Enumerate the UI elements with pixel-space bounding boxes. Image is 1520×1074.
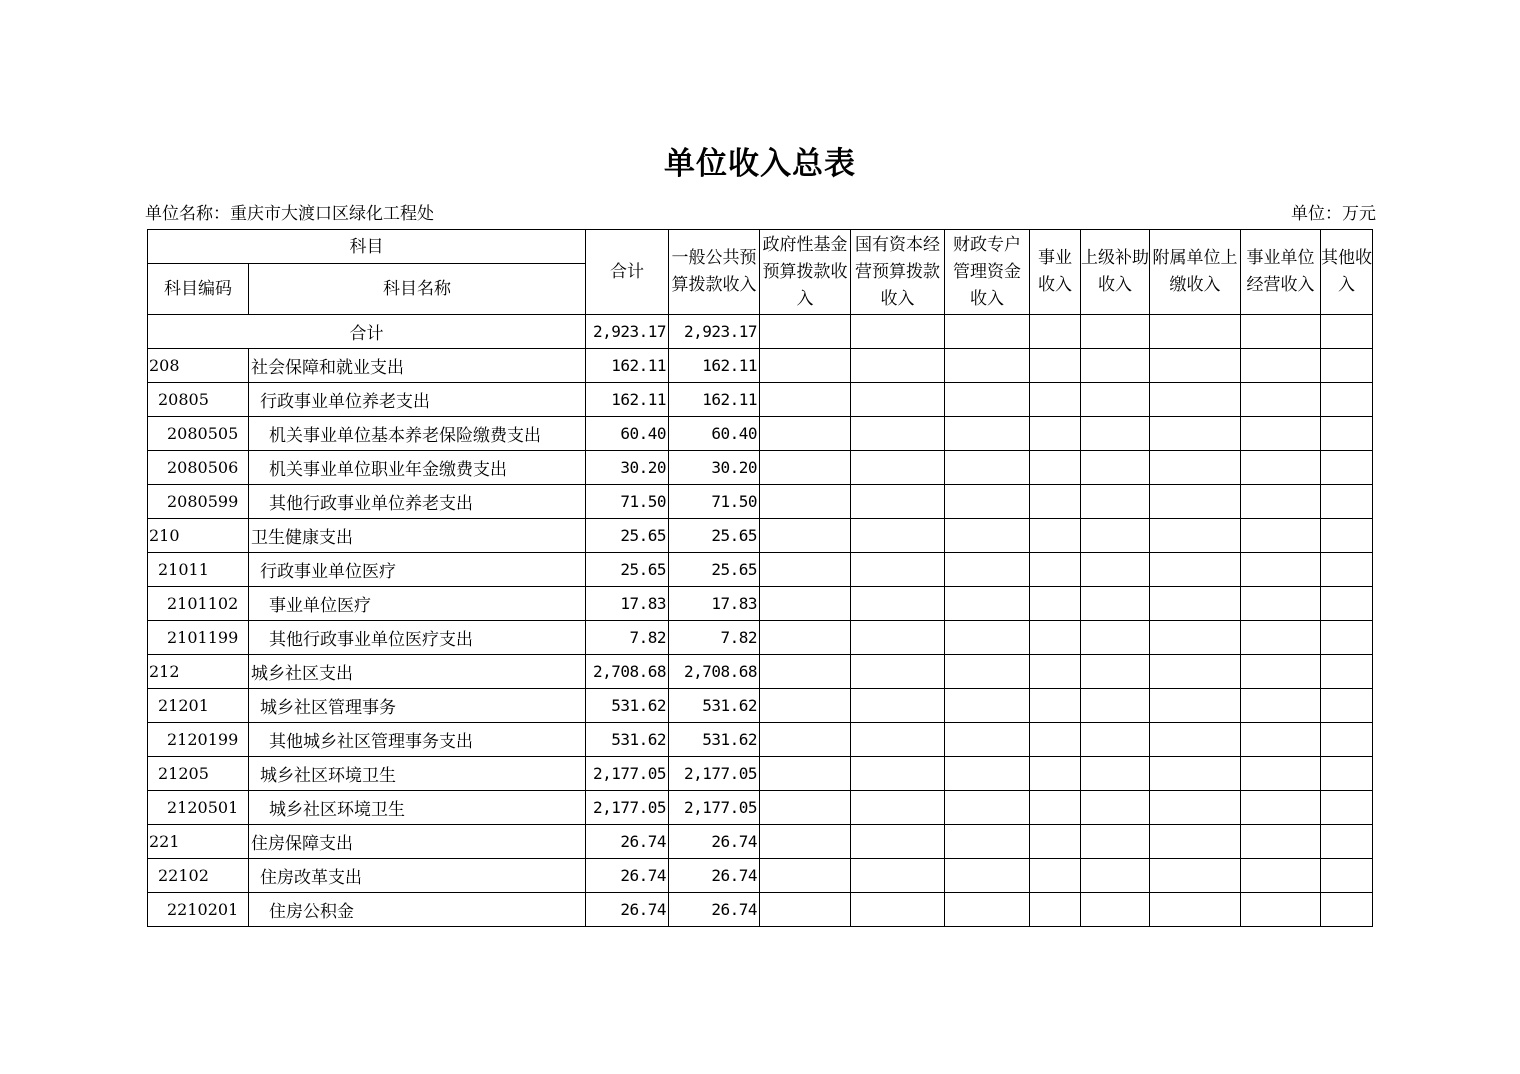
empty-cell xyxy=(760,485,851,519)
empty-cell xyxy=(851,893,945,927)
table-row xyxy=(148,349,1373,383)
empty-cell xyxy=(851,519,945,553)
row-total: 26.74 xyxy=(586,893,669,927)
empty-cell xyxy=(1321,519,1373,553)
empty-cell xyxy=(760,689,851,723)
row-total: 162.11 xyxy=(586,349,669,383)
subject-code: 2120501 xyxy=(148,791,249,825)
empty-cell xyxy=(1150,859,1241,893)
header-code: 科目编码 xyxy=(148,264,249,315)
empty-cell xyxy=(851,825,945,859)
empty-cell xyxy=(1150,485,1241,519)
empty-cell xyxy=(1321,621,1373,655)
row-general-budget: 531.62 xyxy=(669,723,760,757)
empty-cell xyxy=(1321,587,1373,621)
empty-cell xyxy=(1241,825,1321,859)
empty-cell xyxy=(760,723,851,757)
header-total: 合计 xyxy=(586,230,669,315)
row-total: 2,177.05 xyxy=(586,791,669,825)
subject-name: 行政事业单位医疗 xyxy=(249,553,586,587)
row-total: 162.11 xyxy=(586,383,669,417)
empty-cell xyxy=(945,689,1030,723)
empty-cell xyxy=(851,621,945,655)
empty-cell xyxy=(851,723,945,757)
table-row xyxy=(148,723,1373,757)
empty-cell xyxy=(1081,689,1150,723)
empty-cell xyxy=(1241,893,1321,927)
row-total: 531.62 xyxy=(586,689,669,723)
row-general-budget: 162.11 xyxy=(669,383,760,417)
header-subject: 科目 xyxy=(148,230,586,264)
empty-cell xyxy=(851,859,945,893)
empty-cell xyxy=(760,451,851,485)
empty-cell xyxy=(760,859,851,893)
empty-cell xyxy=(1081,349,1150,383)
table-row xyxy=(148,655,1373,689)
header-general-budget: 一般公共预算拨款收入 xyxy=(669,230,760,315)
empty-cell xyxy=(1030,893,1081,927)
table-row xyxy=(148,485,1373,519)
empty-cell xyxy=(1321,859,1373,893)
empty-cell xyxy=(1241,519,1321,553)
empty-cell xyxy=(945,349,1030,383)
header-name: 科目名称 xyxy=(249,264,586,315)
subject-code: 21205 xyxy=(148,757,249,791)
subject-code: 20805 xyxy=(148,383,249,417)
subject-code: 221 xyxy=(148,825,249,859)
row-total: 25.65 xyxy=(586,519,669,553)
empty-cell xyxy=(1030,757,1081,791)
empty-cell xyxy=(851,553,945,587)
empty-cell xyxy=(760,519,851,553)
empty-cell xyxy=(1321,655,1373,689)
table-row xyxy=(148,621,1373,655)
empty-cell xyxy=(1150,519,1241,553)
subject-code: 2080505 xyxy=(148,417,249,451)
row-general-budget: 26.74 xyxy=(669,859,760,893)
empty-cell xyxy=(1030,689,1081,723)
header-superior-subsidy: 上级补助收入 xyxy=(1081,230,1150,315)
empty-cell xyxy=(1030,485,1081,519)
row-general-budget: 162.11 xyxy=(669,349,760,383)
subject-name: 城乡社区环境卫生 xyxy=(249,791,586,825)
table-row xyxy=(148,587,1373,621)
empty-cell xyxy=(1030,723,1081,757)
empty-cell xyxy=(1030,349,1081,383)
empty-cell xyxy=(1321,417,1373,451)
row-total: 26.74 xyxy=(586,859,669,893)
table-row xyxy=(148,893,1373,927)
subject-name: 行政事业单位养老支出 xyxy=(249,383,586,417)
row-total: 7.82 xyxy=(586,621,669,655)
empty-cell xyxy=(1241,859,1321,893)
empty-cell xyxy=(1241,723,1321,757)
row-general-budget: 25.65 xyxy=(669,553,760,587)
subject-name: 住房保障支出 xyxy=(249,825,586,859)
row-general-budget: 2,708.68 xyxy=(669,655,760,689)
empty-cell xyxy=(1150,655,1241,689)
empty-cell xyxy=(945,791,1030,825)
subject-code: 212 xyxy=(148,655,249,689)
empty-cell xyxy=(1321,349,1373,383)
empty-cell xyxy=(1030,587,1081,621)
subject-name: 住房改革支出 xyxy=(249,859,586,893)
row-general-budget: 71.50 xyxy=(669,485,760,519)
table-row xyxy=(148,689,1373,723)
subject-name: 住房公积金 xyxy=(249,893,586,927)
table-row-total xyxy=(148,315,1373,349)
subject-name: 机关事业单位职业年金缴费支出 xyxy=(249,451,586,485)
empty-cell xyxy=(1321,723,1373,757)
empty-cell xyxy=(1150,757,1241,791)
empty-cell xyxy=(1150,587,1241,621)
empty-cell xyxy=(1150,621,1241,655)
header-business-income: 事业收入 xyxy=(1030,230,1081,315)
empty-cell xyxy=(1030,519,1081,553)
table-row xyxy=(148,417,1373,451)
empty-cell xyxy=(851,791,945,825)
row-total: 17.83 xyxy=(586,587,669,621)
total-label: 合计 xyxy=(148,315,586,349)
empty-cell xyxy=(1321,383,1373,417)
table-row xyxy=(148,859,1373,893)
header-other: 其他收入 xyxy=(1321,230,1373,315)
empty-cell xyxy=(1150,349,1241,383)
table-row xyxy=(148,553,1373,587)
subject-name: 城乡社区环境卫生 xyxy=(249,757,586,791)
empty-cell xyxy=(1081,587,1150,621)
subject-name: 机关事业单位基本养老保险缴费支出 xyxy=(249,417,586,451)
empty-cell xyxy=(1241,587,1321,621)
empty-cell xyxy=(1030,451,1081,485)
subject-code: 208 xyxy=(148,349,249,383)
subject-name: 事业单位医疗 xyxy=(249,587,586,621)
empty-cell xyxy=(1241,689,1321,723)
empty-cell xyxy=(945,621,1030,655)
header-gov-fund: 政府性基金预算拨款收入 xyxy=(760,230,851,315)
subject-name: 其他行政事业单位医疗支出 xyxy=(249,621,586,655)
table-row xyxy=(148,451,1373,485)
header-fiscal-special: 财政专户管理资金收入 xyxy=(945,230,1030,315)
empty-cell xyxy=(1150,723,1241,757)
subject-code: 2080599 xyxy=(148,485,249,519)
empty-cell xyxy=(851,417,945,451)
empty-cell xyxy=(945,485,1030,519)
empty-cell xyxy=(760,825,851,859)
empty-cell xyxy=(851,689,945,723)
total-sum: 2,923.17 xyxy=(586,315,669,349)
row-total: 30.20 xyxy=(586,451,669,485)
empty-cell xyxy=(1030,859,1081,893)
empty-cell xyxy=(1321,485,1373,519)
subject-name: 其他行政事业单位养老支出 xyxy=(249,485,586,519)
empty-cell xyxy=(1081,757,1150,791)
empty-cell xyxy=(945,893,1030,927)
currency-unit-label: 单位：万元 xyxy=(1291,204,1376,224)
empty-cell xyxy=(1241,655,1321,689)
empty-cell xyxy=(760,383,851,417)
empty-cell xyxy=(945,417,1030,451)
table-row xyxy=(148,825,1373,859)
empty-cell xyxy=(760,893,851,927)
empty-cell xyxy=(1321,791,1373,825)
empty-cell xyxy=(851,655,945,689)
empty-cell xyxy=(1030,791,1081,825)
empty-cell xyxy=(945,587,1030,621)
row-general-budget: 17.83 xyxy=(669,587,760,621)
empty-cell xyxy=(1241,553,1321,587)
unit-name-label: 单位名称：重庆市大渡口区绿化工程处 xyxy=(145,204,434,224)
empty-cell xyxy=(851,349,945,383)
row-total: 60.40 xyxy=(586,417,669,451)
subject-name: 其他城乡社区管理事务支出 xyxy=(249,723,586,757)
empty-cell xyxy=(1030,553,1081,587)
subject-code: 2120199 xyxy=(148,723,249,757)
subject-name: 城乡社区支出 xyxy=(249,655,586,689)
table-row xyxy=(148,791,1373,825)
header-affiliated: 附属单位上缴收入 xyxy=(1150,230,1241,315)
empty-cell xyxy=(1150,417,1241,451)
row-general-budget: 26.74 xyxy=(669,825,760,859)
empty-cell xyxy=(1030,417,1081,451)
empty-cell xyxy=(760,417,851,451)
subject-code: 210 xyxy=(148,519,249,553)
row-total: 531.62 xyxy=(586,723,669,757)
empty-cell xyxy=(1321,553,1373,587)
subject-code: 2101199 xyxy=(148,621,249,655)
subject-code: 21201 xyxy=(148,689,249,723)
empty-cell xyxy=(1081,859,1150,893)
empty-cell xyxy=(851,757,945,791)
empty-cell xyxy=(1150,791,1241,825)
empty-cell xyxy=(851,383,945,417)
subject-code: 2080506 xyxy=(148,451,249,485)
table-row xyxy=(148,757,1373,791)
subject-name: 社会保障和就业支出 xyxy=(249,349,586,383)
empty-cell xyxy=(1150,893,1241,927)
subject-code: 2210201 xyxy=(148,893,249,927)
subject-name: 城乡社区管理事务 xyxy=(249,689,586,723)
row-total: 26.74 xyxy=(586,825,669,859)
empty-cell xyxy=(851,587,945,621)
empty-cell xyxy=(945,655,1030,689)
empty-cell xyxy=(1321,689,1373,723)
empty-cell xyxy=(1081,893,1150,927)
empty-cell xyxy=(1081,383,1150,417)
subject-code: 21011 xyxy=(148,553,249,587)
empty-cell xyxy=(1150,451,1241,485)
empty-cell xyxy=(1241,791,1321,825)
subject-code: 2101102 xyxy=(148,587,249,621)
empty-cell xyxy=(1241,485,1321,519)
row-general-budget: 531.62 xyxy=(669,689,760,723)
empty-cell xyxy=(945,451,1030,485)
empty-cell xyxy=(1081,417,1150,451)
empty-cell xyxy=(1321,893,1373,927)
subject-code: 22102 xyxy=(148,859,249,893)
empty-cell xyxy=(1081,519,1150,553)
empty-cell xyxy=(760,349,851,383)
empty-cell xyxy=(1081,825,1150,859)
empty-cell xyxy=(1030,621,1081,655)
row-general-budget: 25.65 xyxy=(669,519,760,553)
empty-cell xyxy=(1081,655,1150,689)
row-total: 25.65 xyxy=(586,553,669,587)
row-general-budget: 60.40 xyxy=(669,417,760,451)
row-total: 2,177.05 xyxy=(586,757,669,791)
row-general-budget: 26.74 xyxy=(669,893,760,927)
empty-cell xyxy=(945,519,1030,553)
header-operating: 事业单位经营收入 xyxy=(1241,230,1321,315)
header-state-capital: 国有资本经营预算拨款收入 xyxy=(851,230,945,315)
empty-cell xyxy=(1150,825,1241,859)
empty-cell xyxy=(851,485,945,519)
empty-cell xyxy=(1030,655,1081,689)
empty-cell xyxy=(760,553,851,587)
table-row xyxy=(148,519,1373,553)
row-general-budget: 2,177.05 xyxy=(669,757,760,791)
empty-cell xyxy=(1150,553,1241,587)
page-title: 单位收入总表 xyxy=(664,146,856,182)
empty-cell xyxy=(1321,825,1373,859)
empty-cell xyxy=(760,655,851,689)
table-row xyxy=(148,383,1373,417)
empty-cell xyxy=(851,451,945,485)
empty-cell xyxy=(1081,723,1150,757)
empty-cell xyxy=(1081,485,1150,519)
row-general-budget: 7.82 xyxy=(669,621,760,655)
row-total: 2,708.68 xyxy=(586,655,669,689)
empty-cell xyxy=(1241,383,1321,417)
empty-cell xyxy=(1241,451,1321,485)
subject-name: 卫生健康支出 xyxy=(249,519,586,553)
empty-cell xyxy=(1150,383,1241,417)
empty-cell xyxy=(760,587,851,621)
empty-cell xyxy=(1081,791,1150,825)
empty-cell xyxy=(945,383,1030,417)
empty-cell xyxy=(1150,689,1241,723)
row-total: 71.50 xyxy=(586,485,669,519)
empty-cell xyxy=(1241,621,1321,655)
row-general-budget: 30.20 xyxy=(669,451,760,485)
empty-cell xyxy=(760,757,851,791)
empty-cell xyxy=(1081,553,1150,587)
empty-cell xyxy=(945,723,1030,757)
empty-cell xyxy=(760,791,851,825)
empty-cell xyxy=(760,621,851,655)
empty-cell xyxy=(1241,349,1321,383)
empty-cell xyxy=(945,553,1030,587)
empty-cell xyxy=(1081,621,1150,655)
income-summary-table xyxy=(147,229,1373,927)
empty-cell xyxy=(945,825,1030,859)
empty-cell xyxy=(1321,451,1373,485)
empty-cell xyxy=(945,859,1030,893)
empty-cell xyxy=(1081,451,1150,485)
empty-cell xyxy=(1321,757,1373,791)
empty-cell xyxy=(1241,417,1321,451)
empty-cell xyxy=(945,757,1030,791)
empty-cell xyxy=(1241,757,1321,791)
total-general: 2,923.17 xyxy=(669,315,760,349)
empty-cell xyxy=(1030,383,1081,417)
empty-cell xyxy=(1030,825,1081,859)
row-general-budget: 2,177.05 xyxy=(669,791,760,825)
